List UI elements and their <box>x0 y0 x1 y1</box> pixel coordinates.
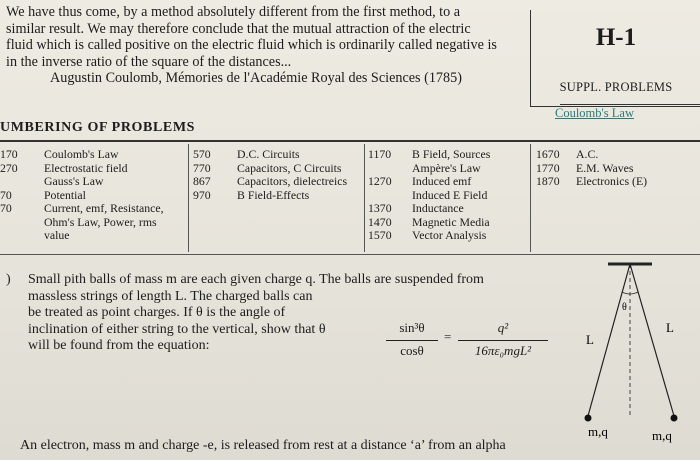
topic-row: 170 Coulomb's Law <box>0 147 119 161</box>
column-divider <box>364 144 365 252</box>
quote-line: in the inverse ratio of the square of the distances... <box>6 53 292 70</box>
equals-sign: = <box>444 329 452 344</box>
topic-row: 1270 Induced emf <box>368 174 472 188</box>
fraction-bar <box>386 340 438 341</box>
topic-row: value <box>44 228 70 242</box>
topic-row: 270 Electrostatic field <box>0 160 128 175</box>
quote-attribution: Augustin Coulomb, Mémories de l'Académie Royal des Sciences (1785) <box>50 70 462 86</box>
equation-lhs-numerator: sin³θ <box>399 320 425 335</box>
topic-row: 1570 Vector Analysis <box>368 228 487 242</box>
quote-line: We have thus come, by a method absolutely different from the first method, to a <box>6 4 461 20</box>
topic-column-1 <box>0 148 164 243</box>
topic-row: Gauss's Law <box>44 174 104 188</box>
left-length-label: L <box>586 332 594 347</box>
topic-row: 770 Capacitors, C Circuits <box>193 160 342 175</box>
topic-column-4 <box>536 148 647 189</box>
topic-row: 1470 Magnetic Media <box>368 214 490 229</box>
table-bottom-rule <box>0 254 700 255</box>
problem-line: Small pith balls of mass m are each given charge q. The balls are suspended from <box>28 272 484 287</box>
topic-row: Induced E Field <box>412 187 488 202</box>
equation-lhs-denominator: cosθ <box>400 343 424 358</box>
topic-column-2 <box>193 148 347 202</box>
topic-row: 970 B Field-Effects <box>193 187 310 202</box>
right-ball-label: m,q <box>652 428 672 443</box>
left-ball <box>585 415 592 422</box>
topic-row: 1370 Inductance <box>368 201 464 215</box>
quote-line: similar result. We may therefore conclude that the mutual attraction of the electric <box>6 20 471 37</box>
topic-index-table <box>0 144 700 254</box>
column-divider <box>530 144 531 252</box>
header-divider <box>560 104 700 105</box>
topic-row: 1870 Electronics (E) <box>536 174 648 188</box>
topic-column-3 <box>368 148 490 243</box>
theta-label: θ <box>622 302 627 313</box>
left-ball-label: m,q <box>588 424 608 439</box>
left-string <box>588 264 630 416</box>
topic-row: 570 D.C. Circuits <box>193 147 300 161</box>
right-ball <box>671 415 678 422</box>
equation <box>386 320 546 366</box>
topic-row: 1770 E.M. Waves <box>536 160 634 175</box>
problem-line: massless strings of length L. The charged balls can <box>28 288 313 304</box>
topic-row: 1170 B Field, Sources <box>368 147 491 161</box>
problem-marker: ) <box>6 272 11 287</box>
problem-line: be treated as point charges. If θ is the angle of <box>28 305 286 320</box>
topic-row: 1670 A.C. <box>536 147 599 161</box>
problem-line: will be found from the equation: <box>28 338 210 353</box>
topic-row: Ohm's Law, Power, rms <box>44 214 157 229</box>
topic-row: 867 Capacitors, dielectreics <box>193 174 348 188</box>
equation-rhs-denominator: 16πε₀mgL² <box>474 343 532 358</box>
numbering-title: UMBERING OF PROBLEMS <box>0 120 196 135</box>
table-top-rule <box>0 140 700 142</box>
column-divider <box>188 144 189 252</box>
fraction-bar <box>458 340 548 341</box>
section-header-box <box>530 10 700 107</box>
section-code: H-1 <box>595 24 637 51</box>
topic-row: 70 Potential <box>0 187 86 202</box>
right-string <box>630 264 674 416</box>
quote-line: fluid which is called positive on the electric fluid which is ordinarily called negative is <box>6 37 497 53</box>
pendulum-diagram <box>560 258 700 448</box>
next-problem-text: An electron, mass m and charge -e, is released from rest at a distance ‘a’ from an alpha <box>20 438 506 453</box>
section-subject: Coulomb's Law <box>555 106 634 120</box>
equation-rhs-numerator: q² <box>497 320 509 335</box>
topic-row: Ampère's Law <box>412 160 481 175</box>
topic-row: 70 Current, emf, Resistance, <box>0 201 164 215</box>
problem-line: inclination of either string to the vertical, show that θ <box>28 321 326 337</box>
section-subtitle: SUPPL. PROBLEMS <box>559 80 673 94</box>
coulomb-quote <box>6 4 526 87</box>
right-length-label: L <box>666 320 674 335</box>
